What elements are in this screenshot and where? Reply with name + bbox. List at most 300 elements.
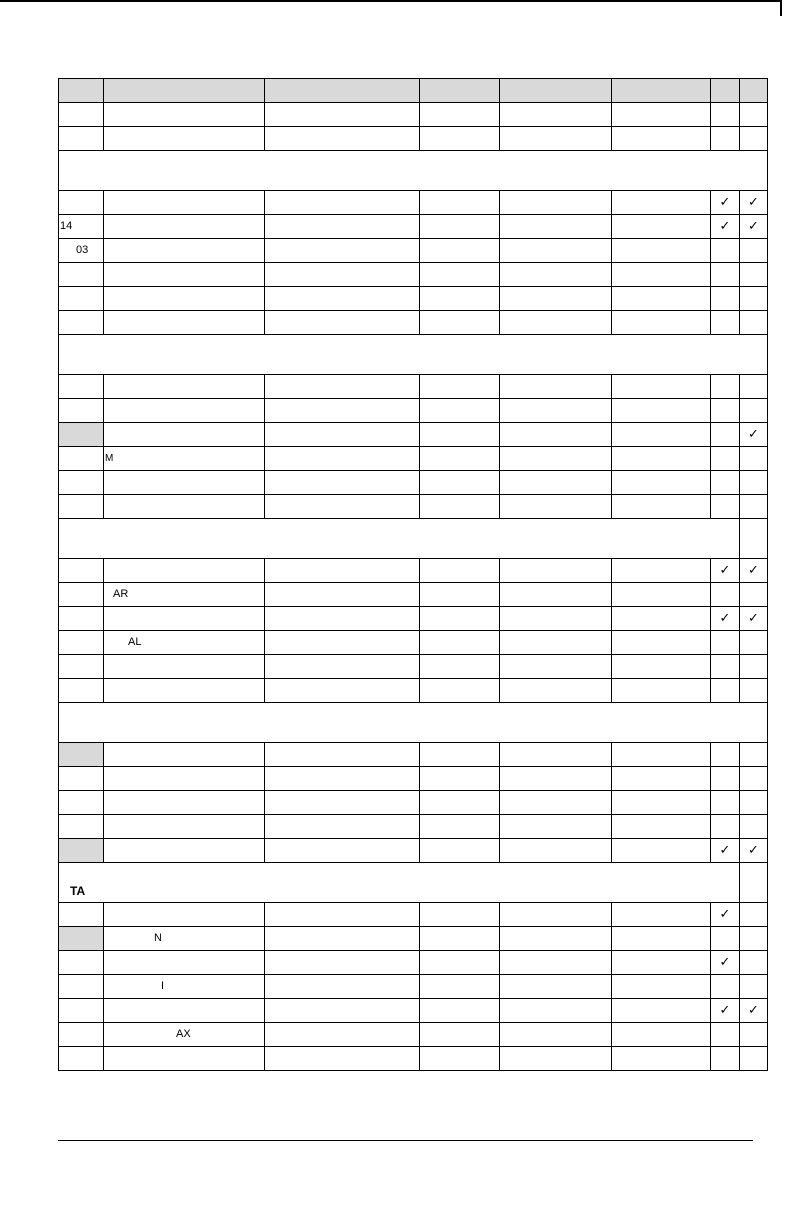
table-row [59, 215, 768, 239]
table-cell [265, 239, 420, 263]
table-cell [612, 583, 711, 607]
table-cell [265, 311, 420, 335]
table-cell [500, 583, 612, 607]
table-cell [265, 583, 420, 607]
table-cell [711, 423, 740, 447]
section-row [59, 703, 768, 743]
table-cell [420, 399, 500, 423]
table-row [59, 903, 768, 927]
table-cell [104, 191, 265, 215]
table-cell [59, 607, 104, 631]
table-cell [265, 1023, 420, 1047]
table-row [59, 447, 768, 471]
table-cell [740, 839, 768, 863]
table-cell [612, 191, 711, 215]
table-cell [500, 791, 612, 815]
table-cell [711, 655, 740, 679]
table-cell [420, 999, 500, 1023]
table-cell [265, 1047, 420, 1071]
table-cell [500, 951, 612, 975]
table-cell [711, 903, 740, 927]
table-cell [265, 399, 420, 423]
table-cell [104, 839, 265, 863]
table-cell [420, 951, 500, 975]
table-cell [59, 951, 104, 975]
table-cell [711, 311, 740, 335]
table-cell [104, 767, 265, 791]
table-cell [104, 791, 265, 815]
table-row [59, 375, 768, 399]
table-cell [104, 1047, 265, 1071]
table-row [59, 631, 768, 655]
section-cell [59, 335, 768, 375]
table-cell [740, 815, 768, 839]
cell-fragment-i: I [161, 980, 165, 992]
table-cell [740, 927, 768, 951]
table-cell [612, 975, 711, 999]
table-cell [612, 655, 711, 679]
table-cell [104, 239, 265, 263]
cell-fragment-m: M [105, 453, 114, 464]
table-cell [711, 239, 740, 263]
table-cell [59, 375, 104, 399]
table-cell [740, 583, 768, 607]
table-cell [420, 655, 500, 679]
table-cell [59, 1023, 104, 1047]
table-cell [59, 791, 104, 815]
table-cell [420, 791, 500, 815]
table-cell [612, 999, 711, 1023]
table-cell [500, 1047, 612, 1071]
table-cell [59, 471, 104, 495]
table-cell [500, 839, 612, 863]
table-row [59, 743, 768, 767]
table-cell [612, 447, 711, 471]
table-cell [59, 559, 104, 583]
table-cell [711, 743, 740, 767]
section-cell [59, 703, 768, 743]
check-icon: ✓ [719, 611, 731, 626]
check-icon: ✓ [748, 611, 759, 626]
table-cell [265, 631, 420, 655]
table-row [59, 263, 768, 287]
table-cell [59, 927, 104, 951]
table-row [59, 127, 768, 151]
table-row [59, 839, 768, 863]
table-row [59, 311, 768, 335]
table-cell [59, 767, 104, 791]
table-cell [612, 927, 711, 951]
table-cell [500, 103, 612, 127]
table-cell [420, 103, 500, 127]
check-icon: ✓ [748, 1003, 759, 1018]
table-row [59, 239, 768, 263]
table-cell [104, 951, 265, 975]
table-cell [104, 607, 265, 631]
table-cell [740, 495, 768, 519]
table-cell [740, 975, 768, 999]
table-cell [59, 399, 104, 423]
table-cell [612, 79, 711, 103]
section-row [59, 151, 768, 191]
table-row [59, 423, 768, 447]
table-cell [104, 127, 265, 151]
table-cell [104, 655, 265, 679]
check-icon: ✓ [719, 907, 731, 922]
cell-fragment-ar: AR [113, 588, 129, 600]
table-cell [265, 839, 420, 863]
table-cell [420, 583, 500, 607]
table-cell [612, 287, 711, 311]
table-cell [711, 927, 740, 951]
table-cell [59, 975, 104, 999]
section-cell [59, 863, 740, 903]
table-row [59, 607, 768, 631]
table-cell [59, 239, 104, 263]
table-cell [500, 1023, 612, 1047]
section-row [59, 335, 768, 375]
table-cell [740, 375, 768, 399]
table-cell [612, 471, 711, 495]
table-cell [740, 679, 768, 703]
table-cell [740, 999, 768, 1023]
table-cell [740, 399, 768, 423]
table-cell [265, 903, 420, 927]
table-cell [104, 999, 265, 1023]
table-cell [59, 815, 104, 839]
check-icon: ✓ [748, 219, 759, 234]
table-cell [104, 927, 265, 951]
table-cell [265, 471, 420, 495]
table-cell [612, 743, 711, 767]
table-row [59, 559, 768, 583]
check-icon: ✓ [719, 955, 731, 970]
table-cell [612, 311, 711, 335]
table-cell [265, 495, 420, 519]
table-cell [59, 999, 104, 1023]
table-cell [711, 815, 740, 839]
table-cell [711, 191, 740, 215]
table-cell [500, 607, 612, 631]
table-cell [612, 239, 711, 263]
table-cell [612, 215, 711, 239]
table-cell [711, 127, 740, 151]
table-cell [500, 239, 612, 263]
table-cell [500, 815, 612, 839]
table-cell [500, 767, 612, 791]
table-cell [740, 311, 768, 335]
table-cell [740, 743, 768, 767]
table-cell [612, 903, 711, 927]
table-cell [500, 471, 612, 495]
table-cell [711, 559, 740, 583]
table-cell [104, 815, 265, 839]
data-table [58, 78, 768, 1071]
table-cell [740, 655, 768, 679]
table-cell [265, 791, 420, 815]
table-cell [711, 471, 740, 495]
table-cell [500, 631, 612, 655]
table-cell [612, 679, 711, 703]
table-cell [420, 471, 500, 495]
table-cell [59, 583, 104, 607]
table-cell [740, 951, 768, 975]
table-cell [59, 191, 104, 215]
table-cell [420, 631, 500, 655]
table-cell [104, 495, 265, 519]
table-cell [420, 79, 500, 103]
table-cell [104, 79, 265, 103]
table-cell [711, 375, 740, 399]
table-cell [420, 743, 500, 767]
table-cell [500, 399, 612, 423]
table-cell [500, 127, 612, 151]
table-cell [612, 127, 711, 151]
table-cell [500, 495, 612, 519]
table-cell [612, 423, 711, 447]
table-cell [711, 951, 740, 975]
table-cell [711, 1023, 740, 1047]
table-cell [612, 399, 711, 423]
table-cell [59, 287, 104, 311]
check-icon: ✓ [748, 563, 759, 578]
table-cell [740, 263, 768, 287]
table-cell [740, 447, 768, 471]
table-cell [104, 103, 265, 127]
table-cell [265, 215, 420, 239]
table-cell [612, 951, 711, 975]
table-cell [711, 399, 740, 423]
table-cell [711, 263, 740, 287]
table-row [59, 287, 768, 311]
table-cell [612, 375, 711, 399]
table-cell [500, 375, 612, 399]
check-icon: ✓ [719, 843, 731, 858]
check-icon: ✓ [719, 219, 731, 234]
check-icon: ✓ [719, 195, 731, 210]
table-cell [740, 1023, 768, 1047]
table-cell [740, 767, 768, 791]
table-row [59, 399, 768, 423]
table-cell [104, 583, 265, 607]
table-cell [104, 975, 265, 999]
table-row [59, 791, 768, 815]
table-cell [612, 495, 711, 519]
table-cell [612, 815, 711, 839]
table-cell [265, 103, 420, 127]
table-cell [711, 631, 740, 655]
table-cell [104, 263, 265, 287]
table-cell [265, 927, 420, 951]
table-cell [104, 287, 265, 311]
table-cell [740, 215, 768, 239]
table-cell [740, 239, 768, 263]
footer-rule [58, 1140, 753, 1141]
check-icon: ✓ [748, 195, 759, 210]
table-cell [265, 999, 420, 1023]
table-sheet [58, 78, 767, 1071]
table-cell [420, 311, 500, 335]
table-cell [612, 839, 711, 863]
table-cell [740, 903, 768, 927]
table-cell [420, 815, 500, 839]
table-cell [104, 1023, 265, 1047]
table-cell [104, 215, 265, 239]
cell-fragment-14: 14 [60, 220, 73, 232]
cell-fragment-03: 03 [76, 244, 89, 256]
table-cell [711, 287, 740, 311]
section-row [59, 863, 768, 903]
table-row [59, 999, 768, 1023]
table-cell [500, 655, 612, 679]
table-cell [711, 1047, 740, 1071]
table-cell [59, 103, 104, 127]
table-cell [59, 423, 104, 447]
table-row [59, 975, 768, 999]
table-cell [500, 559, 612, 583]
table-cell [59, 127, 104, 151]
table-cell [612, 791, 711, 815]
corner-mark [780, 0, 782, 16]
table-cell [104, 423, 265, 447]
section-cell [59, 519, 740, 559]
table-row [59, 767, 768, 791]
table-cell [265, 287, 420, 311]
table-cell [711, 999, 740, 1023]
table-cell [265, 79, 420, 103]
table-row [59, 679, 768, 703]
table-cell [420, 495, 500, 519]
table-row [59, 583, 768, 607]
table-row [59, 1023, 768, 1047]
table-cell [59, 495, 104, 519]
table-cell [420, 839, 500, 863]
table-cell [104, 311, 265, 335]
table-cell [500, 79, 612, 103]
table-row [59, 495, 768, 519]
check-icon: ✓ [719, 1003, 731, 1018]
table-cell [500, 743, 612, 767]
section-cell [59, 151, 768, 191]
table-cell [711, 495, 740, 519]
table-cell [420, 215, 500, 239]
table-cell [59, 839, 104, 863]
table-cell [500, 927, 612, 951]
table-cell [612, 631, 711, 655]
table-cell [265, 127, 420, 151]
table-cell [740, 559, 768, 583]
table-cell [265, 607, 420, 631]
table-cell [59, 679, 104, 703]
table-cell [420, 263, 500, 287]
table-cell [59, 903, 104, 927]
table-cell [740, 191, 768, 215]
table-cell [500, 975, 612, 999]
table-cell [104, 399, 265, 423]
table-cell [711, 607, 740, 631]
table-cell [420, 767, 500, 791]
table-cell [59, 1047, 104, 1071]
table-cell [740, 127, 768, 151]
table-cell [265, 375, 420, 399]
section-title-ta: TA [70, 884, 86, 898]
table-cell [612, 103, 711, 127]
cell-fragment-ax: AX [176, 1028, 191, 1040]
table-cell [420, 191, 500, 215]
table-row [59, 79, 768, 103]
table-cell [59, 631, 104, 655]
table-row [59, 471, 768, 495]
table-cell [265, 767, 420, 791]
table-cell [500, 423, 612, 447]
table-cell [500, 191, 612, 215]
table-cell [500, 311, 612, 335]
table-cell [265, 655, 420, 679]
table-cell [265, 263, 420, 287]
table-cell [711, 583, 740, 607]
table-cell [59, 655, 104, 679]
table-cell [711, 791, 740, 815]
table-row [59, 103, 768, 127]
table-cell [59, 79, 104, 103]
table-cell [612, 559, 711, 583]
table-cell [104, 375, 265, 399]
table-cell [711, 79, 740, 103]
table-cell [104, 743, 265, 767]
table-cell [711, 215, 740, 239]
table-cell [740, 471, 768, 495]
table-cell [265, 679, 420, 703]
table-cell [420, 239, 500, 263]
table-cell [104, 471, 265, 495]
table-cell [612, 1047, 711, 1071]
table-cell [711, 839, 740, 863]
table-cell [711, 447, 740, 471]
table-cell [420, 559, 500, 583]
table-cell [420, 447, 500, 471]
table-cell [711, 103, 740, 127]
top-rule [0, 0, 782, 2]
table-cell [265, 815, 420, 839]
table-cell [420, 1047, 500, 1071]
table-cell [612, 767, 711, 791]
table-row [59, 191, 768, 215]
table-cell [500, 903, 612, 927]
table-cell [420, 927, 500, 951]
table-cell [265, 191, 420, 215]
table-cell [420, 1023, 500, 1047]
table-row [59, 655, 768, 679]
table-cell [59, 447, 104, 471]
table-cell [740, 1047, 768, 1071]
table-row [59, 927, 768, 951]
table-cell [500, 263, 612, 287]
cell-fragment-al: AL [128, 636, 142, 648]
table-cell [740, 519, 768, 559]
table-cell [740, 631, 768, 655]
table-cell [104, 679, 265, 703]
table-cell [740, 287, 768, 311]
check-icon: ✓ [748, 843, 759, 858]
table-cell [740, 791, 768, 815]
table-cell [265, 447, 420, 471]
table-cell [104, 903, 265, 927]
check-icon: ✓ [719, 563, 731, 578]
table-cell [420, 423, 500, 447]
table-cell [500, 287, 612, 311]
table-cell [59, 743, 104, 767]
table-cell [612, 263, 711, 287]
